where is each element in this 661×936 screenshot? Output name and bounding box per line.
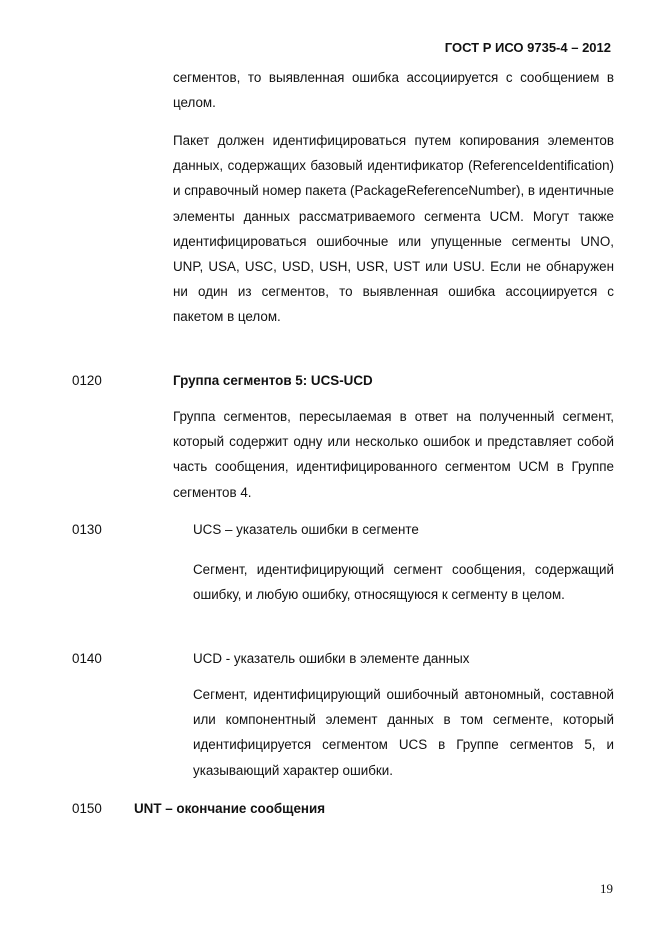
section-code-0130: 0130 bbox=[72, 522, 102, 537]
section-title-0130: UCS – указатель ошибки в сегменте bbox=[193, 522, 419, 537]
page-number: 19 bbox=[600, 881, 613, 896]
section-code-0150: 0150 bbox=[72, 801, 102, 816]
section-title-0150: UNT – окончание сообщения bbox=[134, 801, 326, 816]
section-text-0130: Сегмент, идентифицирующий сегмент сообщения, содержащий ошибку, и любую ошибку, относящуюся к сегменту в целом. bbox=[193, 562, 614, 603]
intro-paragraph-2: Пакет должен идентифицироваться путем копирования элементов данных, содержащих базовый идентификатор (ReferenceIdentification) и справочный номер пакета (PackageReferenceNumber), в идентичные элементы данных рассматриваемого сегмента UCM. Могут также идентифицироваться ошибочные или упущенные сегменты UNO, UNP, USA, USC, USD, USH, USR, UST или USU. Если не обнаружен ни один из сегментов, то выявленная ошибка ассоциируется с пакетом в целом. bbox=[173, 133, 614, 325]
section-title-0140: UCD - указатель ошибки в элементе данных bbox=[193, 651, 470, 666]
section-code-0120: 0120 bbox=[72, 373, 102, 388]
intro-paragraph-1: сегментов, то выявленная ошибка ассоциируется с сообщением в целом. bbox=[173, 70, 614, 111]
section-text-0140: Сегмент, идентифицирующий ошибочный автономный, составной или компонентный элемент данных в том сегменте, который идентифицируется сегментом UCS в Группе сегментов 5, и указывающий характер ошибки. bbox=[193, 687, 614, 778]
section-text-0120: Группа сегментов, пересылаемая в ответ на полученный сегмент, который содержит одну или несколько ошибок и представляет собой часть сообщения, идентифицированного сегментом UCM в Группе сегментов 4. bbox=[173, 409, 614, 500]
section-title-0120: Группа сегментов 5: UCS-UCD bbox=[173, 373, 373, 388]
document-header: ГОСТ Р ИСО 9735-4 – 2012 bbox=[444, 40, 611, 55]
section-code-0140: 0140 bbox=[72, 651, 102, 666]
